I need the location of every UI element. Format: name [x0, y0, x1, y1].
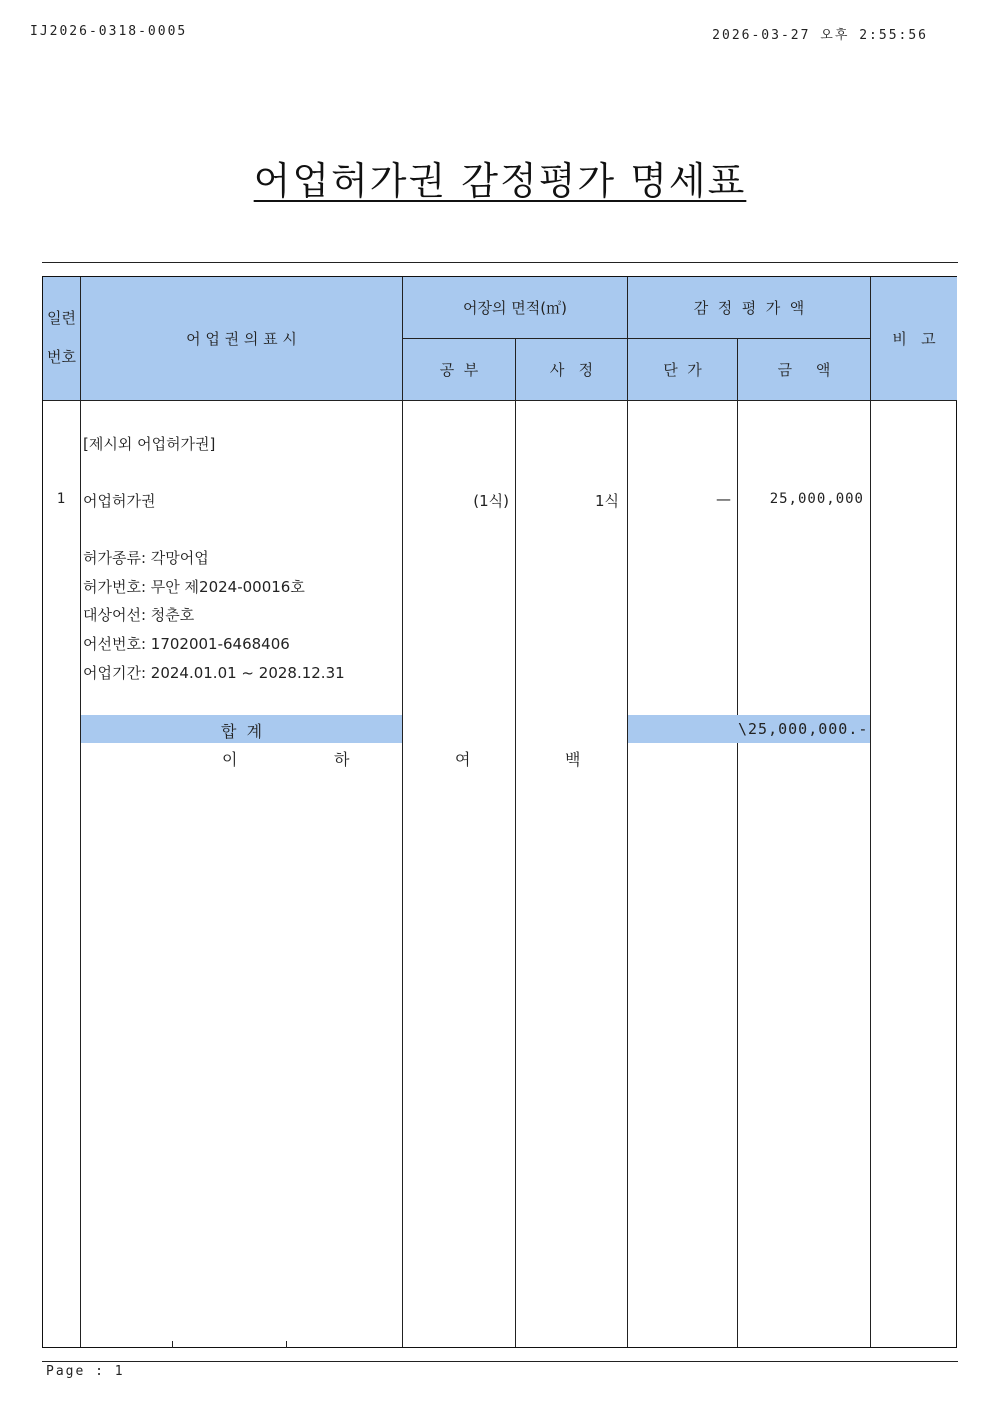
detail-vessel-name: 대상어선: 청춘호 [83, 606, 195, 624]
col-divider-description [402, 277, 403, 1347]
document-id: IJ2026-0318-0005 [30, 24, 188, 39]
bottom-tick-2 [286, 1341, 287, 1348]
blank-marker-3: 여 [455, 750, 471, 769]
page-title [0, 150, 1000, 205]
col-value-label: 감 정 평 가 액 [693, 299, 805, 317]
col-divider-unit-price [737, 338, 738, 1347]
row-serial: 1 [56, 491, 67, 507]
print-timestamp: 2026-03-27 오후 2:55:56 [712, 28, 928, 43]
detail-vessel-number: 어선번호: 1702001-6468406 [83, 635, 290, 653]
area-actual: 1식 [594, 492, 619, 510]
total-label: 합 계 [220, 722, 263, 741]
col-serial-label-1: 일련 [47, 309, 76, 327]
unit-price: — [716, 490, 731, 508]
col-area-actual-label: 사 정 [549, 361, 594, 379]
detail-license-type: 허가종류: 각망어업 [83, 549, 209, 567]
header-bottom-line [43, 400, 957, 401]
col-area-label: 어장의 면적(㎡) [463, 299, 567, 317]
amount: 25,000,000 [769, 491, 864, 507]
col-remarks-label: 비 고 [892, 330, 936, 348]
detail-license-number: 허가번호: 무안 제2024-00016호 [83, 578, 305, 596]
col-unit-price-label: 단 가 [663, 361, 702, 379]
bottom-rule [42, 1361, 958, 1362]
item-name: 어업허가권 [83, 492, 156, 510]
total-amount: \25,000,000.- [738, 720, 869, 738]
blank-marker-4: 백 [565, 750, 581, 769]
blank-marker-1: 이 [222, 750, 238, 769]
col-description-label: 어 업 권 의 표 시 [186, 330, 297, 348]
bottom-tick-1 [172, 1341, 173, 1348]
col-serial-label-2: 번호 [47, 348, 76, 366]
col-area-official-label: 공 부 [439, 361, 479, 379]
detail-fishing-period: 어업기간: 2024.01.01 ~ 2028.12.31 [83, 664, 345, 682]
col-divider-serial [80, 277, 81, 1347]
section-label: [제시외 어업허가권] [83, 435, 216, 453]
col-amount-label: 금 액 [777, 361, 831, 379]
col-divider-value [870, 277, 871, 1347]
page-number: Page : 1 [46, 1364, 125, 1379]
page-title-text: 어업허가권 감정평가 명세표 [253, 159, 747, 203]
top-rule [42, 262, 958, 263]
col-divider-area [627, 277, 628, 1347]
blank-marker-2: 하 [334, 750, 350, 769]
header-subdivider [403, 338, 871, 339]
area-official: (1식) [473, 492, 509, 510]
